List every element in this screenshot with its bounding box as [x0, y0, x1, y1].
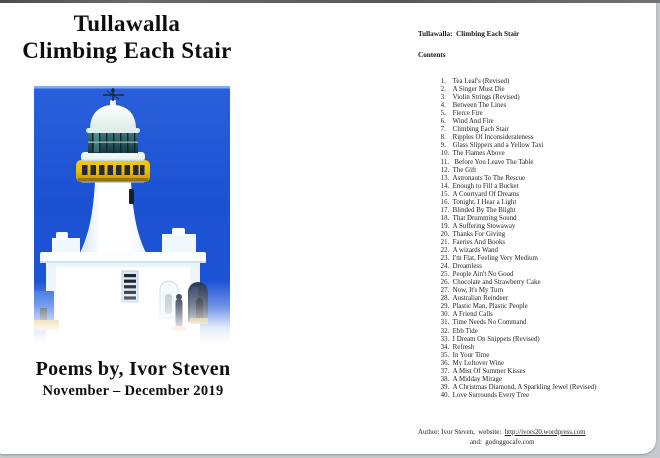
item-number: 27.: [440, 287, 450, 295]
lighthouse-illustration: [34, 86, 230, 343]
item-number: 19.: [440, 222, 450, 230]
item-title: Australian Reindeer: [452, 295, 508, 303]
item-title: Plastic Man, Plastic People: [452, 303, 528, 311]
item-number: 15.: [440, 190, 450, 198]
item-number: 31.: [440, 319, 450, 327]
item-title: A Mist Of Summer Kisses: [452, 367, 526, 375]
item-title: The Flames Above: [452, 150, 505, 158]
item-number: 6.: [440, 118, 446, 126]
item-number: 24.: [440, 263, 450, 271]
contents-item: [418, 70, 654, 86]
item-title: Before You Leave The Table: [452, 158, 534, 166]
author-second-line: and: godoggocafe.com: [470, 438, 535, 446]
title-line-2: Climbing Each Stair: [22, 38, 232, 63]
byline: Poems by, Ivor Steven: [35, 358, 231, 380]
item-title: Tonight, I Hear a Light: [452, 198, 517, 206]
byline-block: [18, 358, 248, 400]
item-number: 3.: [440, 94, 446, 102]
item-number: 7.: [440, 126, 446, 134]
item-number: 5.: [440, 110, 446, 118]
item-title: A Suffering Stowaway: [452, 222, 516, 230]
contents-page: [418, 30, 654, 448]
contents-header: Tullawalla: Climbing Each Stair: [418, 30, 520, 38]
item-number: 14.: [440, 182, 450, 190]
author-prefix: Author: Ivor Steven, website:: [418, 428, 505, 436]
item-number: 35.: [440, 351, 450, 359]
item-title: In Your Time: [452, 351, 490, 359]
item-title: Ripples Of Inconsiderateness: [452, 134, 534, 142]
cover-page: [0, 2, 400, 454]
item-number: 1.: [440, 78, 446, 86]
contents-list: [418, 70, 654, 399]
item-title: That Drumming Sound: [452, 214, 517, 222]
author-line: [418, 427, 654, 438]
item-number: 30.: [440, 311, 450, 319]
item-title: Fierce Fire: [452, 110, 483, 118]
book-page: [0, 2, 656, 454]
item-number: 36.: [440, 359, 450, 367]
item-title: Love Surrounds Every Tree: [452, 391, 530, 399]
item-number: 37.: [440, 367, 450, 375]
item-number: 33.: [440, 335, 450, 343]
item-number: 18.: [440, 214, 450, 222]
item-title: Faeries And Books: [452, 239, 506, 246]
date-range: November – December 2019: [42, 383, 224, 399]
item-title: The Gift: [452, 166, 477, 174]
item-title: My Leftover Wine: [452, 359, 504, 367]
item-title: Time Needs No Command: [452, 319, 527, 327]
item-title: Astronauts To The Rescue: [452, 174, 526, 182]
item-number: 26.: [440, 279, 450, 287]
item-title: Glass Slippers and a Yellow Taxi: [452, 142, 544, 150]
item-number: 9.: [440, 142, 446, 150]
item-number: 12.: [440, 166, 450, 174]
item-title: Blinded By The Blight: [452, 206, 516, 214]
item-number: 32.: [440, 327, 450, 335]
item-title: A Midday Mirage: [452, 375, 503, 383]
item-number: 29.: [440, 303, 450, 311]
item-title: People Ain't No Good: [452, 271, 514, 279]
contents-label: Contents: [418, 51, 446, 59]
item-title: Ebb Tide: [452, 327, 478, 335]
item-number: 22.: [440, 247, 450, 255]
item-title: Refresh: [452, 343, 475, 351]
item-title: Dreamless: [452, 263, 482, 271]
item-title: Between The Lines: [452, 102, 507, 110]
author-block: [418, 427, 654, 448]
item-number: 16.: [440, 198, 450, 206]
item-title: A Courtyard Of Dreams: [452, 190, 520, 198]
item-number: 11.: [440, 158, 450, 166]
item-number: 20.: [440, 230, 450, 238]
item-number: 40.: [440, 391, 450, 399]
item-title: Climbing Each Stair: [452, 126, 509, 134]
lighthouse-photo: [34, 86, 230, 343]
item-number: 4.: [440, 102, 446, 110]
item-number: 8.: [440, 134, 446, 142]
item-number: 25.: [440, 271, 450, 279]
website-link[interactable]: http://ivors20.wordpress.com: [504, 428, 586, 436]
item-title: A Friend Calls: [452, 311, 493, 319]
item-title: A Christmas Diamond, A Sparkling Jewel (Revised): [452, 383, 597, 391]
book-title: [14, 10, 240, 63]
item-title: A wizards Wand: [452, 247, 498, 255]
item-number: 28.: [440, 295, 450, 303]
item-title: Thanks For Giving: [452, 230, 506, 238]
item-title: Tea Leaf's (Revised): [452, 78, 510, 86]
item-number: 21.: [440, 239, 450, 246]
item-title: Wind And Fire: [452, 118, 494, 126]
item-title: I Dream On Snippets (Revised): [452, 335, 540, 343]
scan-top-edge: [0, 0, 660, 3]
item-number: 17.: [440, 206, 450, 214]
item-title: Now, It's My Turn: [452, 287, 504, 295]
item-title: A Singer Must Die: [452, 86, 505, 94]
item-number: 10.: [440, 150, 450, 158]
item-number: 23.: [440, 255, 450, 263]
item-number: 38.: [440, 375, 450, 383]
title-line-1: Tullawalla: [73, 11, 181, 36]
item-number: 39.: [440, 383, 450, 391]
item-number: 2.: [440, 86, 446, 94]
item-number: 34.: [440, 343, 450, 351]
item-title: I'm Flat, Feeling Very Medium: [452, 255, 538, 263]
item-title: Chocolate and Strawberry Cake: [452, 279, 541, 287]
item-title: Enough to Fill a Bucket: [452, 182, 519, 190]
item-title: Violin Strings (Revised): [452, 94, 520, 102]
item-number: 13.: [440, 174, 450, 182]
